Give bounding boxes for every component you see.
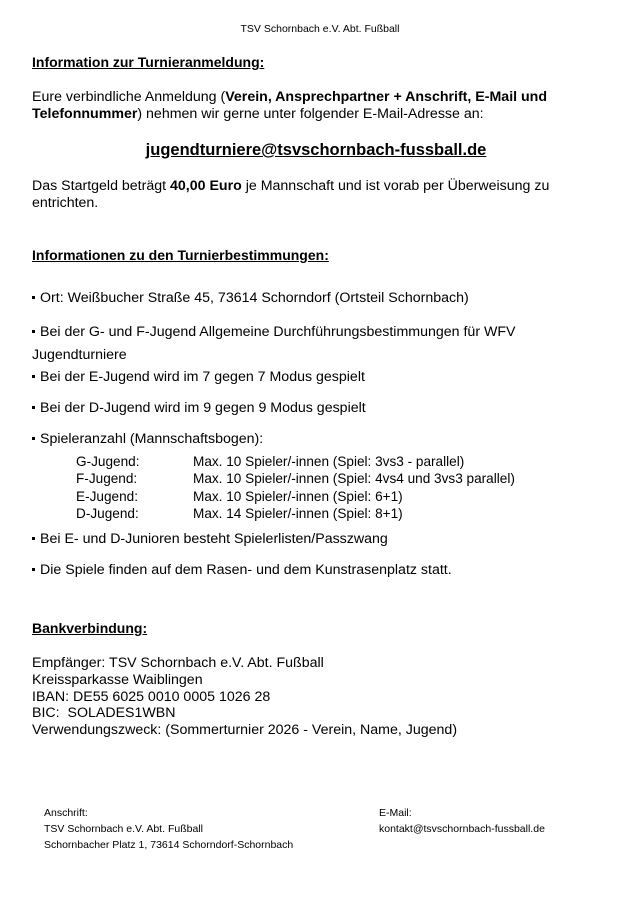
bullet-g-f-text-line1: Bei der G- und F-Jugend Allgemeine Durchführungsbestimmungen für WFV	[40, 324, 516, 340]
footer-email-link[interactable]: kontakt@tsvschornbach-fussball.de	[379, 823, 545, 835]
registration-required-fields: Verein, Ansprechpartner + Anschrift, E-Mail und Telefonnummer	[32, 89, 548, 122]
bullet-marker	[32, 568, 35, 571]
bank-recipient: Empfänger: TSV Schornbach e.V. Abt. Fußball	[32, 655, 324, 671]
bank-bic: BIC: SOLADES1WBN	[32, 705, 176, 722]
bullet-location-text: Ort: Weißbucher Straße 45, 73614 Schorndorf (Ortsteil Schornbach)	[40, 290, 469, 306]
registration-email-link[interactable]: jugendturniere@tsvschornbach-fussball.de	[145, 141, 487, 159]
fee-text-end: je Mannschaft und ist vorab per Überweisung zu entrichten.	[32, 178, 550, 211]
team-name: E-Jugend:	[76, 488, 138, 504]
footer-address-line2: Schornbacher Platz 1, 73614 Schorndorf-Schornbach	[44, 839, 294, 851]
fee-paragraph	[32, 178, 592, 212]
bullet-g-f-text-line2: Jugendturniere	[32, 347, 127, 363]
table-row	[76, 470, 515, 487]
bullet-marker	[32, 437, 35, 440]
page-header: TSV Schornbach e.V. Abt. Fußball	[240, 23, 400, 35]
bullet-pitches	[32, 562, 452, 578]
team-name: G-Jugend:	[76, 454, 140, 469]
registration-paragraph	[32, 89, 592, 123]
bank-reference: Verwendungszweck: (Sommerturnier 2026 - Verein, Name, Jugend)	[32, 722, 458, 739]
team-limit: Max. 10 Spieler/-innen (Spiel: 4vs4 und 3vs3 parallel)	[193, 471, 515, 487]
bullet-player-count-text: Spieleranzahl (Mannschaftsbogen):	[40, 431, 264, 447]
bullet-location	[32, 290, 469, 306]
bank-iban: IBAN: DE55 6025 0010 0005 1026 28	[32, 688, 271, 705]
table-row	[76, 505, 515, 522]
table-row	[76, 453, 515, 470]
bullet-pass-requirement	[32, 531, 388, 547]
table-row	[76, 488, 515, 505]
bullet-marker	[32, 330, 35, 333]
team-limit: Max. 10 Spieler/-innen (Spiel: 6+1)	[193, 488, 403, 504]
footer-address-label: Anschrift:	[44, 807, 88, 819]
team-name: D-Jugend:	[76, 505, 139, 521]
fee-text-start: Das Startgeld beträgt	[32, 178, 171, 194]
team-limits-table	[76, 453, 515, 522]
footer-address	[44, 805, 293, 853]
bullet-pass-requirement-text: Bei E- und D-Junioren besteht Spielerlisten/Passzwang	[40, 531, 388, 547]
section-title-bank: Bankverbindung:	[32, 620, 148, 636]
fee-amount: 40,00 Euro	[170, 178, 242, 194]
registration-text-end: ) nehmen wir gerne unter folgender E-Mail-Adresse an:	[137, 106, 484, 122]
bank-name: Kreissparkasse Waiblingen	[32, 671, 203, 688]
bullet-marker	[32, 296, 35, 299]
bullet-d-mode	[32, 400, 366, 416]
section-title-registration: Information zur Turnieranmeldung:	[32, 54, 265, 70]
footer-contact	[379, 805, 545, 837]
bullet-d-mode-text: Bei der D-Jugend wird im 9 gegen 9 Modus gespielt	[40, 400, 366, 416]
footer-email-label: E-Mail:	[379, 807, 412, 819]
bullet-marker	[32, 375, 35, 378]
team-limit: Max. 14 Spieler/-innen (Spiel: 8+1)	[193, 505, 403, 521]
bank-details	[32, 655, 457, 739]
bullet-g-f-rules	[32, 321, 516, 367]
bullet-marker	[32, 537, 35, 540]
bullet-e-mode	[32, 369, 365, 385]
bullet-pitches-text: Die Spiele finden auf dem Rasen- und dem Kunstrasenplatz statt.	[40, 562, 452, 578]
bullet-player-count	[32, 431, 263, 447]
team-name: F-Jugend:	[76, 471, 138, 487]
bullet-marker	[32, 406, 35, 409]
footer-address-line1: TSV Schornbach e.V. Abt. Fußball	[44, 823, 203, 835]
bullet-e-mode-text: Bei der E-Jugend wird im 7 gegen 7 Modus gespielt	[40, 369, 365, 385]
section-title-rules: Informationen zu den Turnierbestimmungen:	[32, 247, 329, 263]
team-limit: Max. 10 Spieler/-innen (Spiel: 3vs3 - parallel)	[193, 454, 465, 469]
registration-text-start: Eure verbindliche Anmeldung (	[32, 89, 226, 105]
